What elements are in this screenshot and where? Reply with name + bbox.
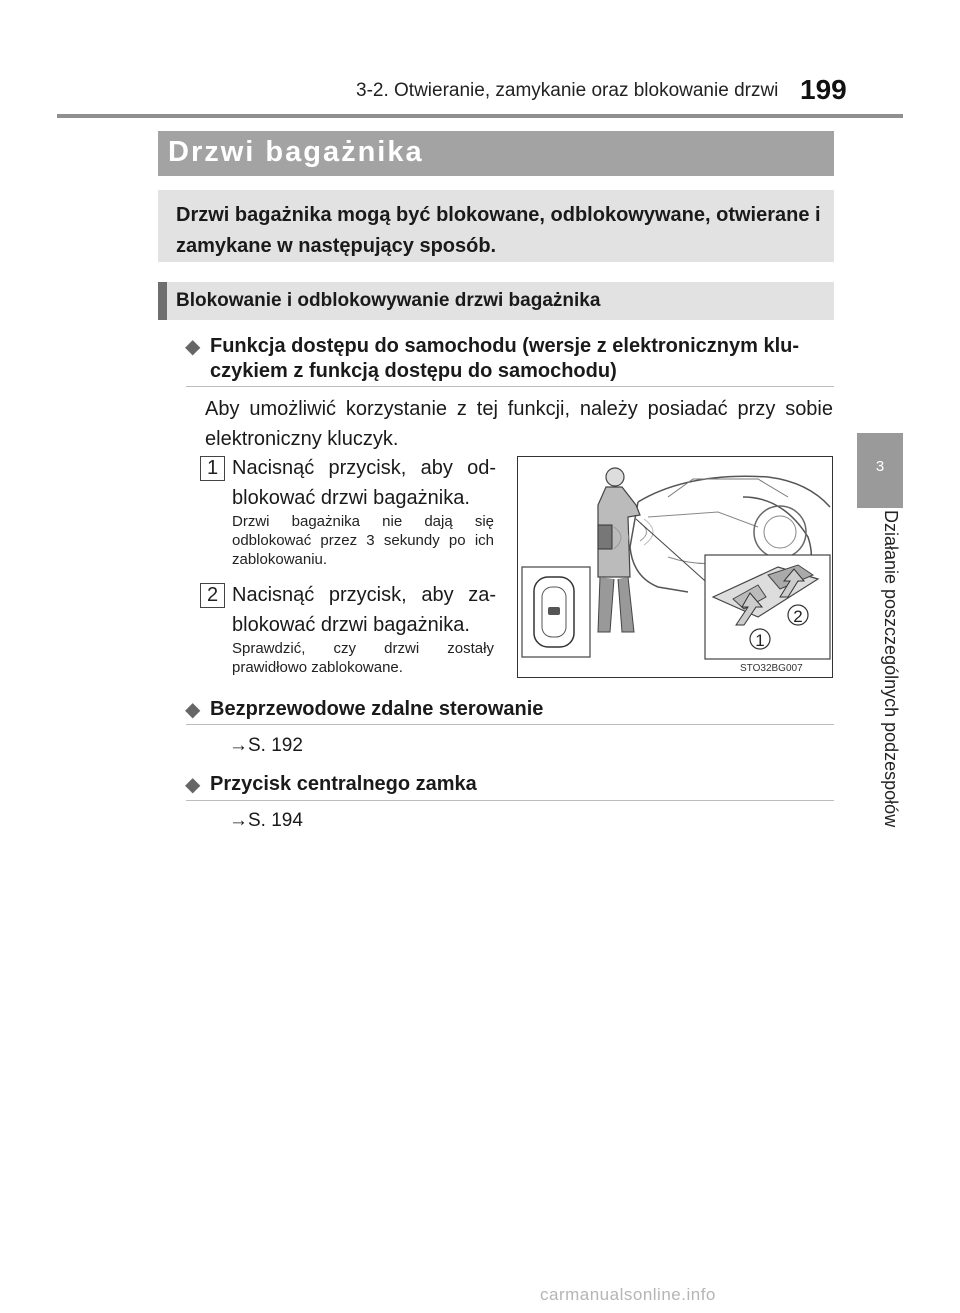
smart-access-text: Aby umożliwić korzystanie z tej funkcji, należy posiadać przy sobie elektroniczny kluczyk. (205, 398, 833, 450)
figure-callout-2: 2 (793, 607, 803, 626)
section-rule (186, 724, 834, 725)
chapter-tab-label: Działanie poszczególnych podzespołów (881, 510, 901, 828)
step-text-1: Nacisnąć przycisk, aby od-blokować drzwi bagażnika. (232, 457, 496, 509)
diamond-bullet-icon: ◆ (185, 336, 201, 358)
diamond-bullet-icon: ◆ (185, 699, 201, 721)
header-divider (57, 114, 903, 118)
central-lock-page-ref[interactable]: →S. 194 (229, 810, 303, 831)
page-title: Drzwi bagażnika (168, 136, 424, 168)
tailgate-illustration (517, 456, 833, 678)
step-note-1: Drzwi bagażnika nie dają się odblokować przez 3 sekundy po ich zablokowaniu. (232, 513, 494, 568)
subheading-text: Blokowanie i odblokowywanie drzwi bagażnika (176, 290, 601, 311)
central-lock-heading: Przycisk centralnego zamka (210, 773, 477, 795)
chapter-tab-number: 3 (875, 458, 885, 475)
wireless-heading: Bezprzewodowe zdalne sterowanie (210, 698, 544, 720)
section-rule (186, 386, 834, 387)
diamond-bullet-icon: ◆ (185, 774, 201, 796)
figure-code: STO32BG007 (740, 663, 803, 674)
section-rule (186, 800, 834, 801)
step-number-2: 2 (200, 583, 225, 608)
wireless-page-ref[interactable]: →S. 192 (229, 735, 303, 756)
step-text-2: Nacisnąć przycisk, aby za-blokować drzwi bagażnika. (232, 584, 496, 636)
subheading-accent (158, 282, 167, 320)
tailgate-drawing (518, 457, 833, 678)
watermark: carmanualsonline.info (540, 1285, 716, 1304)
smart-access-heading-line2: czykiem z funkcją dostępu do samochodu) (210, 360, 617, 382)
figure-callout-1: 1 (755, 631, 765, 650)
step-number-1: 1 (200, 456, 225, 481)
intro-text: Drzwi bagażnika mogą być blokowane, odblokowywane, otwierane i zamykane w następujący sposób. (176, 204, 821, 257)
page-number: 199 (800, 74, 847, 105)
step-note-2: Sprawdzić, czy drzwi zostały prawidłowo zablokowane. (232, 640, 494, 676)
section-header: 3-2. Otwieranie, zamykanie oraz blokowanie drzwi (356, 80, 779, 101)
smart-access-heading-line1: Funkcja dostępu do samochodu (wersje z elektronicznym klu- (210, 335, 800, 357)
